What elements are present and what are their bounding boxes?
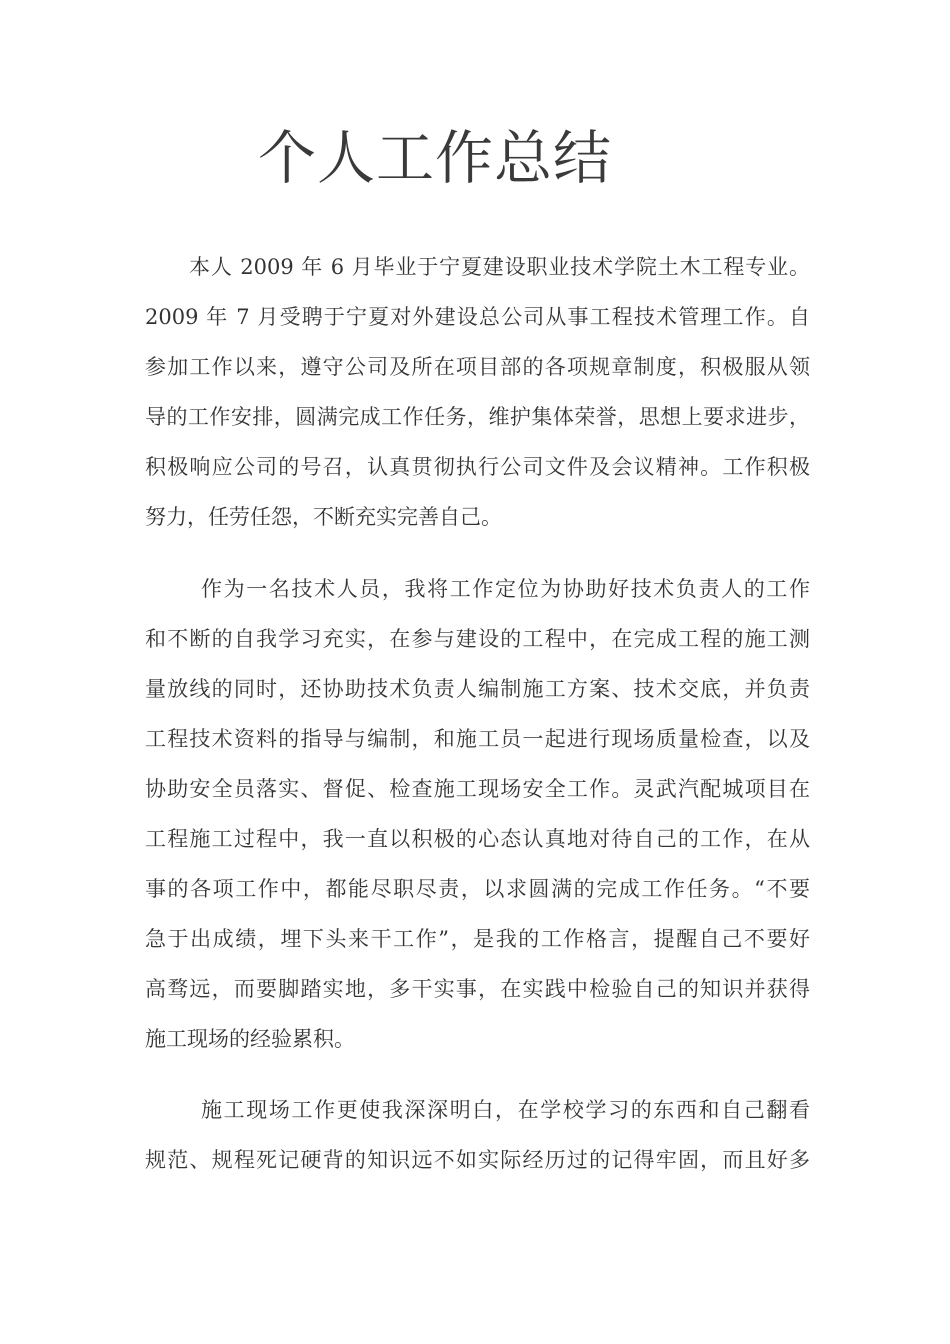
paragraph-line: 2009 年 7 月受聘于宁夏对外建设总公司从事工程技术管理工作。自 — [145, 305, 810, 329]
paragraph-3 — [145, 1085, 810, 1185]
paragraph-line: 和不断的自我学习充实，在参与建设的工程中，在完成工程的施工测 — [145, 627, 810, 651]
paragraph-line: 本人 2009 年 6 月毕业于宁夏建设职业技术学院土木工程专业。 — [189, 255, 810, 279]
paragraph-line: 导的工作安排，圆满完成工作任务，维护集体荣誉，思想上要求进步， — [145, 405, 810, 429]
paragraph-line: 急于出成绩，埋下头来干工作”，是我的工作格言，提醒自己不要好 — [145, 927, 810, 951]
paragraph-line: 协助安全员落实、督促、检查施工现场安全工作。灵武汽配城项目在 — [145, 777, 810, 801]
paragraph-line: 积极响应公司的号召，认真贯彻执行公司文件及会议精神。工作积极 — [145, 455, 810, 479]
paragraph-line: 工程技术资料的指导与编制，和施工员一起进行现场质量检查，以及 — [145, 727, 810, 751]
paragraph-line: 事的各项工作中，都能尽职尽责，以求圆满的完成工作任务。“不要 — [145, 877, 810, 901]
paragraph-line: 工程施工过程中，我一直以积极的心态认真地对待自己的工作，在从 — [145, 827, 810, 851]
paragraph-line: 参加工作以来，遵守公司及所在项目部的各项规章制度，积极服从领 — [145, 355, 810, 379]
paragraph-line: 施工现场工作更使我深深明白，在学校学习的东西和自己翻看 — [201, 1098, 810, 1122]
paragraph-line: 规范、规程死记硬背的知识远不如实际经历过的记得牢固，而且好多 — [145, 1148, 810, 1172]
paragraph-2 — [145, 564, 810, 1064]
document-title: 个人工作总结 — [258, 124, 613, 192]
paragraph-line: 作为一名技术人员，我将工作定位为协助好技术负责人的工作 — [201, 577, 810, 601]
paragraph-line: 量放线的同时，还协助技术负责人编制施工方案、技术交底，并负责 — [145, 677, 810, 701]
paragraph-line: 高骛远，而要脚踏实地，多干实事，在实践中检验自己的知识并获得 — [145, 977, 810, 1001]
paragraph-line: 努力，任劳任怨，不断充实完善自己。 — [145, 505, 502, 529]
paragraph-1 — [145, 242, 810, 542]
paragraph-line: 施工现场的经验累积。 — [145, 1027, 355, 1051]
